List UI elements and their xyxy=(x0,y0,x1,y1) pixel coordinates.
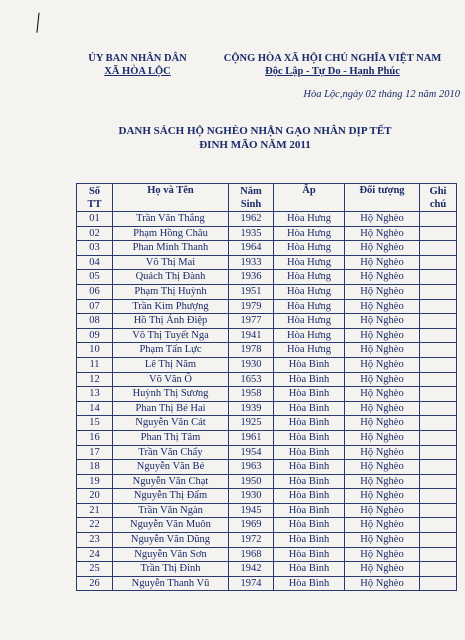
cell-name: Trần Thị Đinh xyxy=(113,562,229,577)
document-title xyxy=(115,124,395,152)
cell-ap: Hòa Bình xyxy=(274,489,345,504)
cell-ap: Hòa Bình xyxy=(274,372,345,387)
cell-year: 1972 xyxy=(229,533,274,548)
cell-note xyxy=(420,562,457,577)
cell-dt: Hộ Nghèo xyxy=(345,314,420,329)
cell-dt: Hộ Nghèo xyxy=(345,401,420,416)
cell-note xyxy=(420,416,457,431)
cell-note xyxy=(420,212,457,227)
cell-year: 1977 xyxy=(229,314,274,329)
table-row xyxy=(77,372,457,387)
table-row xyxy=(77,387,457,402)
cell-year: 1962 xyxy=(229,212,274,227)
cell-name: Nguyễn Thanh Vũ xyxy=(113,576,229,591)
cell-stt: 02 xyxy=(77,226,113,241)
cell-dt: Hộ Nghèo xyxy=(345,212,420,227)
cell-ap: Hòa Bình xyxy=(274,576,345,591)
cell-stt: 06 xyxy=(77,284,113,299)
cell-ap: Hòa Bình xyxy=(274,518,345,533)
cell-year: 1930 xyxy=(229,489,274,504)
cell-year: 1958 xyxy=(229,387,274,402)
cell-year: 1942 xyxy=(229,562,274,577)
cell-year: 1963 xyxy=(229,460,274,475)
cell-stt: 21 xyxy=(77,503,113,518)
cell-note xyxy=(420,314,457,329)
cell-name: Quách Thị Đành xyxy=(113,270,229,285)
cell-year: 1951 xyxy=(229,284,274,299)
cell-ap: Hòa Bình xyxy=(274,416,345,431)
cell-name: Võ Thị Tuyết Nga xyxy=(113,328,229,343)
issuer-line-2: XÃ HÒA LỘC xyxy=(104,66,171,77)
cell-name: Lê Thị Năm xyxy=(113,357,229,372)
cell-ap: Hòa Hưng xyxy=(274,255,345,270)
cell-stt: 14 xyxy=(77,401,113,416)
cell-dt: Hộ Nghèo xyxy=(345,416,420,431)
cell-stt: 26 xyxy=(77,576,113,591)
cell-stt: 19 xyxy=(77,474,113,489)
cell-stt: 08 xyxy=(77,314,113,329)
cell-year: 1930 xyxy=(229,357,274,372)
table-row xyxy=(77,226,457,241)
cell-year: 1925 xyxy=(229,416,274,431)
table-row xyxy=(77,270,457,285)
title-line-1: DANH SÁCH HỘ NGHÈO NHẬN GẠO NHÂN DỊP TẾT xyxy=(118,125,392,137)
cell-dt: Hộ Nghèo xyxy=(345,241,420,256)
cell-stt: 07 xyxy=(77,299,113,314)
cell-dt: Hộ Nghèo xyxy=(345,445,420,460)
cell-name: Nguyễn Thị Đẩm xyxy=(113,489,229,504)
cell-name: Trần Văn Ngàn xyxy=(113,503,229,518)
cell-note xyxy=(420,226,457,241)
table-row xyxy=(77,547,457,562)
cell-dt: Hộ Nghèo xyxy=(345,562,420,577)
cell-ap: Hòa Bình xyxy=(274,474,345,489)
issuer-line-1: ỦY BAN NHÂN DÂN xyxy=(88,53,187,64)
cell-note xyxy=(420,445,457,460)
cell-name: Võ Thị Mai xyxy=(113,255,229,270)
cell-ap: Hòa Hưng xyxy=(274,284,345,299)
table-row xyxy=(77,357,457,372)
cell-ap: Hòa Hưng xyxy=(274,270,345,285)
cell-year: 1939 xyxy=(229,401,274,416)
cell-stt: 16 xyxy=(77,430,113,445)
cell-stt: 23 xyxy=(77,533,113,548)
cell-note xyxy=(420,460,457,475)
cell-note xyxy=(420,518,457,533)
cell-name: Nguyễn Văn Bé xyxy=(113,460,229,475)
cell-dt: Hộ Nghèo xyxy=(345,299,420,314)
cell-name: Huỳnh Thị Sương xyxy=(113,387,229,402)
cell-dt: Hộ Nghèo xyxy=(345,255,420,270)
cell-name: Nguyễn Văn Dũng xyxy=(113,533,229,548)
cell-dt: Hộ Nghèo xyxy=(345,547,420,562)
cell-dt: Hộ Nghèo xyxy=(345,343,420,358)
cell-note xyxy=(420,284,457,299)
table-row xyxy=(77,474,457,489)
cell-ap: Hòa Hưng xyxy=(274,241,345,256)
cell-year: 1969 xyxy=(229,518,274,533)
cell-name: Nguyễn Văn Chạt xyxy=(113,474,229,489)
col-stt-label: Số TT xyxy=(87,185,102,210)
cell-stt: 24 xyxy=(77,547,113,562)
cell-stt: 04 xyxy=(77,255,113,270)
table-row xyxy=(77,489,457,504)
cell-stt: 17 xyxy=(77,445,113,460)
table-row xyxy=(77,518,457,533)
cell-year: 1964 xyxy=(229,241,274,256)
table-row xyxy=(77,430,457,445)
document-date: Hòa Lộc,ngày 02 tháng 12 năm 2010 xyxy=(303,89,460,100)
cell-year: 1974 xyxy=(229,576,274,591)
cell-ap: Hòa Hưng xyxy=(274,314,345,329)
cell-dt: Hộ Nghèo xyxy=(345,328,420,343)
cell-ap: Hòa Bình xyxy=(274,503,345,518)
cell-note xyxy=(420,372,457,387)
cell-name: Hồ Thị Ánh Điệp xyxy=(113,314,229,329)
cell-stt: 11 xyxy=(77,357,113,372)
cell-stt: 05 xyxy=(77,270,113,285)
cell-ap: Hòa Hưng xyxy=(274,226,345,241)
col-year-label: Năm Sinh xyxy=(240,185,262,210)
cell-ap: Hòa Hưng xyxy=(274,299,345,314)
cell-dt: Hộ Nghèo xyxy=(345,489,420,504)
cell-stt: 20 xyxy=(77,489,113,504)
cell-note xyxy=(420,533,457,548)
cell-dt: Hộ Nghèo xyxy=(345,533,420,548)
table-row xyxy=(77,314,457,329)
table-row xyxy=(77,416,457,431)
cell-stt: 18 xyxy=(77,460,113,475)
cell-year: 1968 xyxy=(229,547,274,562)
cell-note xyxy=(420,241,457,256)
household-table xyxy=(76,183,457,591)
cell-stt: 22 xyxy=(77,518,113,533)
cell-ap: Hòa Bình xyxy=(274,533,345,548)
cell-note xyxy=(420,270,457,285)
cell-note xyxy=(420,474,457,489)
cell-year: 1954 xyxy=(229,445,274,460)
cell-note xyxy=(420,328,457,343)
cell-stt: 15 xyxy=(77,416,113,431)
cell-name: Nguyễn Văn Cát xyxy=(113,416,229,431)
cell-note xyxy=(420,255,457,270)
table-body xyxy=(77,212,457,591)
cell-stt: 10 xyxy=(77,343,113,358)
table-row xyxy=(77,533,457,548)
cell-dt: Hộ Nghèo xyxy=(345,284,420,299)
col-gc-header xyxy=(420,184,457,212)
cell-ap: Hòa Bình xyxy=(274,547,345,562)
cell-dt: Hộ Nghèo xyxy=(345,357,420,372)
cell-dt: Hộ Nghèo xyxy=(345,518,420,533)
cell-dt: Hộ Nghèo xyxy=(345,387,420,402)
cell-ap: Hòa Hưng xyxy=(274,328,345,343)
cell-ap: Hòa Bình xyxy=(274,430,345,445)
cell-ap: Hòa Hưng xyxy=(274,343,345,358)
country-name: CỘNG HÒA XÃ HỘI CHỦ NGHĨA VIỆT NAM xyxy=(223,53,442,64)
col-ap-header: Ấp xyxy=(274,184,345,212)
cell-ap: Hòa Bình xyxy=(274,387,345,402)
col-gc-label: Ghi chú xyxy=(429,185,447,210)
cell-note xyxy=(420,489,457,504)
cell-note xyxy=(420,343,457,358)
table-row xyxy=(77,343,457,358)
cell-name: Phạm Tấn Lực xyxy=(113,343,229,358)
table-row xyxy=(77,576,457,591)
cell-ap: Hòa Bình xyxy=(274,460,345,475)
cell-ap: Hòa Bình xyxy=(274,562,345,577)
col-year-header xyxy=(229,184,274,212)
cell-dt: Hộ Nghèo xyxy=(345,372,420,387)
cell-name: Phạm Thị Huỳnh xyxy=(113,284,229,299)
cell-dt: Hộ Nghèo xyxy=(345,576,420,591)
col-name-header: Họ và Tên xyxy=(113,184,229,212)
national-motto-header xyxy=(205,52,460,78)
table-row xyxy=(77,460,457,475)
cell-note xyxy=(420,503,457,518)
cell-name: Võ Văn Ố xyxy=(113,372,229,387)
table-row xyxy=(77,284,457,299)
cell-note xyxy=(420,299,457,314)
col-dt-header: Đối tượng xyxy=(345,184,420,212)
cell-year: 1978 xyxy=(229,343,274,358)
cell-name: Nguyễn Văn Sơn xyxy=(113,547,229,562)
cell-name: Trần Văn Chẩy xyxy=(113,445,229,460)
cell-note xyxy=(420,357,457,372)
cell-note xyxy=(420,430,457,445)
cell-dt: Hộ Nghèo xyxy=(345,430,420,445)
cell-dt: Hộ Nghèo xyxy=(345,474,420,489)
cell-name: Phạm Hồng Châu xyxy=(113,226,229,241)
table-row xyxy=(77,255,457,270)
cell-year: 1961 xyxy=(229,430,274,445)
table-row xyxy=(77,562,457,577)
cell-note xyxy=(420,547,457,562)
cell-name: Phan Minh Thanh xyxy=(113,241,229,256)
cell-stt: 25 xyxy=(77,562,113,577)
cell-year: 1933 xyxy=(229,255,274,270)
cell-stt: 01 xyxy=(77,212,113,227)
table-row xyxy=(77,503,457,518)
table-row xyxy=(77,212,457,227)
cell-year: 1979 xyxy=(229,299,274,314)
table-row xyxy=(77,401,457,416)
cell-year: 1945 xyxy=(229,503,274,518)
issuer-header xyxy=(60,52,215,78)
cell-stt: 09 xyxy=(77,328,113,343)
title-line-2: ĐINH MÃO NĂM 2011 xyxy=(199,139,311,151)
table-row xyxy=(77,299,457,314)
cell-year: 1950 xyxy=(229,474,274,489)
cell-dt: Hộ Nghèo xyxy=(345,503,420,518)
cell-ap: Hòa Bình xyxy=(274,401,345,416)
cell-ap: Hòa Bình xyxy=(274,357,345,372)
cell-name: Nguyễn Văn Muôn xyxy=(113,518,229,533)
cell-name: Trần Kim Phượng xyxy=(113,299,229,314)
table-row xyxy=(77,445,457,460)
cell-note xyxy=(420,576,457,591)
col-stt-header xyxy=(77,184,113,212)
cell-stt: 03 xyxy=(77,241,113,256)
cell-year: 1941 xyxy=(229,328,274,343)
cell-year: 1653 xyxy=(229,372,274,387)
cell-dt: Hộ Nghèo xyxy=(345,460,420,475)
table-row xyxy=(77,328,457,343)
cell-name: Trần Văn Thắng xyxy=(113,212,229,227)
cell-name: Phan Thị Bé Hai xyxy=(113,401,229,416)
cell-name: Phan Thị Tâm xyxy=(113,430,229,445)
cell-dt: Hộ Nghèo xyxy=(345,226,420,241)
cell-note xyxy=(420,387,457,402)
cell-dt: Hộ Nghèo xyxy=(345,270,420,285)
table-header-row xyxy=(77,184,457,212)
cell-year: 1935 xyxy=(229,226,274,241)
cell-ap: Hòa Hưng xyxy=(274,212,345,227)
motto: Độc Lập - Tự Do - Hạnh Phúc xyxy=(265,66,400,77)
cell-stt: 12 xyxy=(77,372,113,387)
table-row xyxy=(77,241,457,256)
cell-ap: Hòa Bình xyxy=(274,445,345,460)
pen-mark: | xyxy=(34,7,42,34)
cell-stt: 13 xyxy=(77,387,113,402)
cell-year: 1936 xyxy=(229,270,274,285)
cell-note xyxy=(420,401,457,416)
